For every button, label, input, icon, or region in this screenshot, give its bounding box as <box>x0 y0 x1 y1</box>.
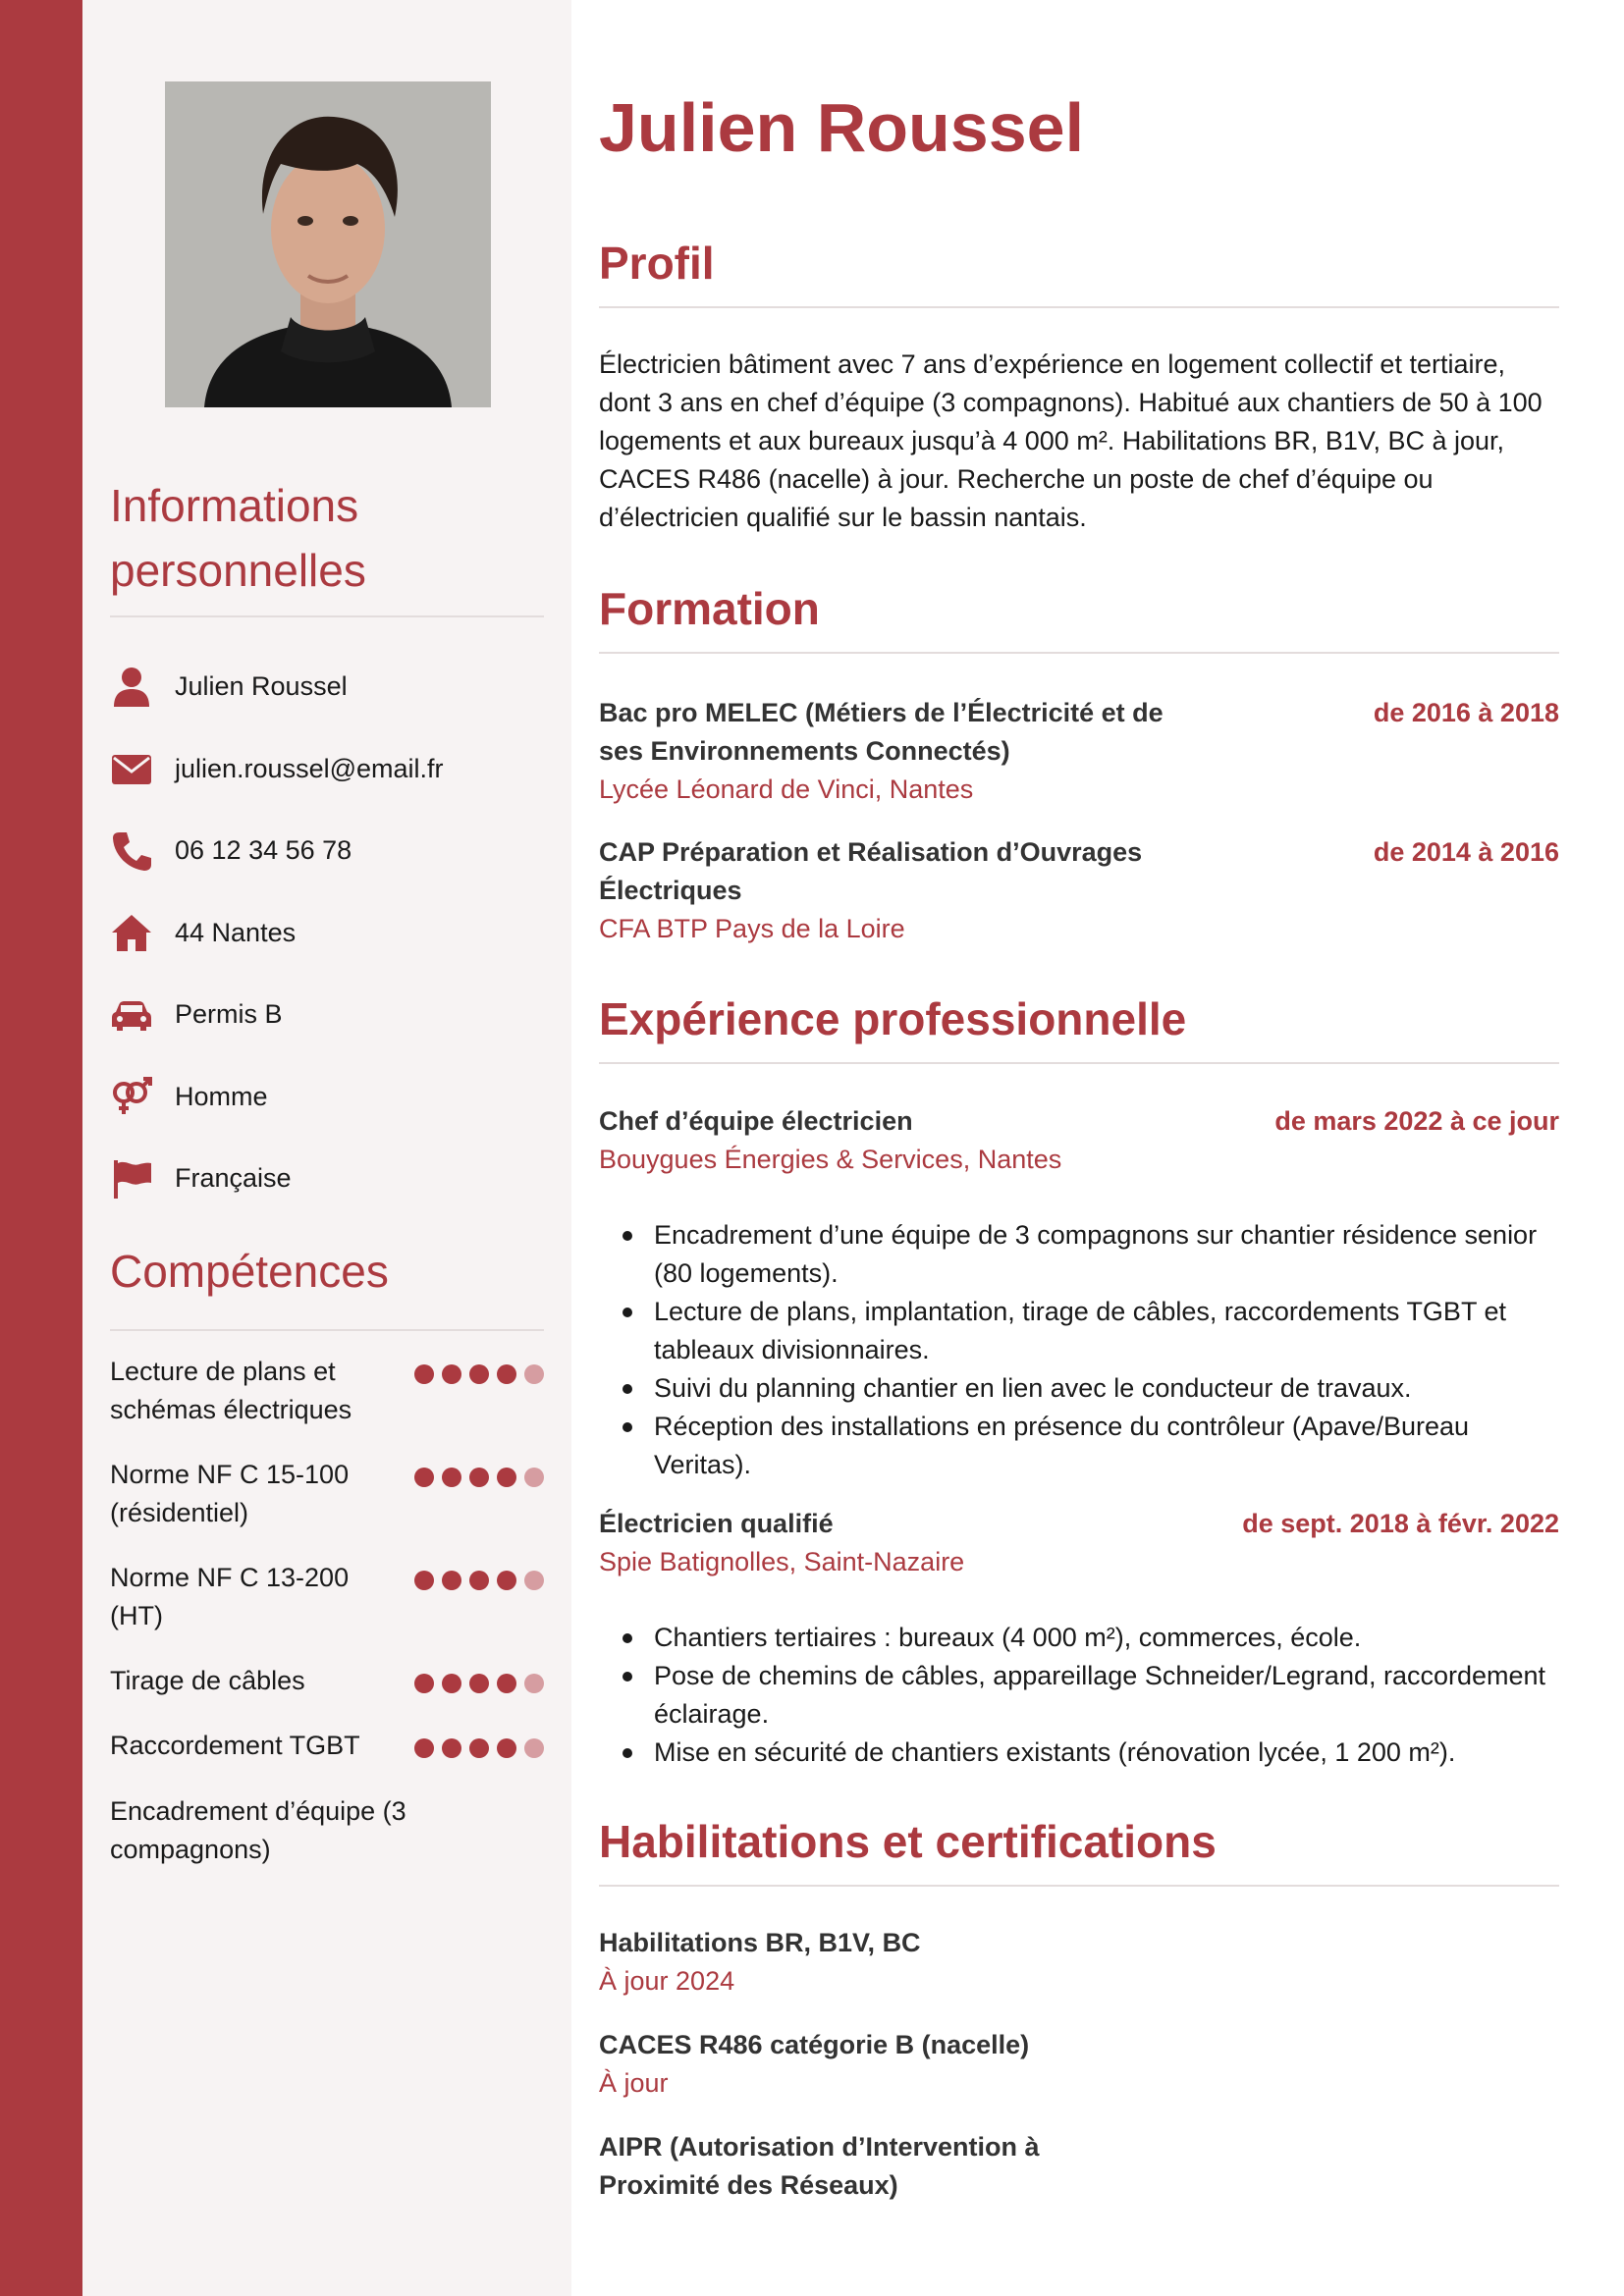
rating-dot-filled <box>414 1738 434 1758</box>
certifications-section-title: Habilitations et certifications <box>599 1816 1217 1867</box>
formation-school: CFA BTP Pays de la Loire <box>599 914 905 943</box>
job-bullet: Mise en sécurité de chantiers existants (rénovation lycée, 1 200 m²). <box>599 1734 1559 1772</box>
rating-dot-filled <box>414 1571 434 1590</box>
skill-name: Encadrement d’équipe (3 compagnons) <box>110 1796 406 1864</box>
formation-section-title: Formation <box>599 583 820 634</box>
rating-dot-filled <box>414 1468 434 1487</box>
info-text[interactable]: julien.roussel@email.fr <box>175 753 444 783</box>
candidate-name: Julien Roussel <box>599 89 1085 166</box>
info-item-name <box>110 646 544 728</box>
info-text: Permis B <box>175 999 283 1030</box>
formation-entry <box>599 833 1559 948</box>
info-divider <box>110 615 544 617</box>
rating-dot-empty <box>524 1674 544 1693</box>
info-text: Homme <box>175 1081 268 1111</box>
certification-status: À jour <box>599 2068 669 2098</box>
info-text: Française <box>175 1163 292 1194</box>
skill-rating <box>414 1364 544 1384</box>
skill-item <box>110 1456 544 1559</box>
sidebar <box>82 0 571 2296</box>
skills-list <box>110 1353 544 1869</box>
certification-title: CACES R486 catégorie B (nacelle) <box>599 2030 1030 2059</box>
personal-info-list <box>110 646 544 1220</box>
rating-dot-filled <box>469 1674 489 1693</box>
formation-title: Bac pro MELEC (Métiers de l’Électricité et de ses Environnements Connectés) <box>599 698 1164 766</box>
skill-rating <box>414 1674 544 1693</box>
skill-name: Tirage de câbles <box>110 1666 305 1695</box>
skill-rating <box>414 1468 544 1487</box>
profile-summary: Électricien bâtiment avec 7 ans d’expérience en logement collectif et tertiaire, dont 3 ans en chef d’équipe (3 compagnons). Habitué aux chantiers de 50 à 100 logements et aux bureaux jusqu’à 4 000 m². Habilitations BR, B1V, BC à jour, CACES R486 (nacelle) à jour. Recherche un poste de chef d’équipe ou d’électricien qualifié sur le bassin nantais. <box>599 349 1543 532</box>
info-item-gender <box>110 1056 544 1139</box>
rating-dot-filled <box>414 1364 434 1384</box>
rating-dot-filled <box>414 1674 434 1693</box>
formation-school: Lycée Léonard de Vinci, Nantes <box>599 774 974 804</box>
job-title: Électricien qualifié <box>599 1509 834 1538</box>
phone-icon <box>110 828 175 874</box>
info-item-nationality <box>110 1138 544 1220</box>
info-item-email <box>110 728 544 811</box>
rating-dot-filled <box>497 1571 516 1590</box>
rating-dot-filled <box>497 1468 516 1487</box>
experience-entry <box>599 1505 1559 1772</box>
certification-entry <box>599 2128 1559 2205</box>
skill-item <box>110 1662 544 1727</box>
home-icon <box>110 910 175 955</box>
skill-item <box>110 1727 544 1792</box>
experience-divider <box>599 1062 1559 1064</box>
info-item-phone <box>110 810 544 892</box>
accent-bar <box>0 0 82 2296</box>
job-bullet: Lecture de plans, implantation, tirage de câbles, raccordements TGBT et tableaux divisionnaires. <box>599 1293 1559 1369</box>
rating-dot-filled <box>442 1468 461 1487</box>
formation-title: CAP Préparation et Réalisation d’Ouvrages Électriques <box>599 837 1143 905</box>
rating-dot-empty <box>524 1468 544 1487</box>
experience-section-title: Expérience professionnelle <box>599 993 1187 1044</box>
profile-divider <box>599 306 1559 308</box>
rating-dot-filled <box>442 1364 461 1384</box>
job-bullet: Pose de chemins de câbles, appareillage Schneider/Legrand, raccordement éclairage. <box>599 1657 1559 1734</box>
info-text: 44 Nantes <box>175 917 297 947</box>
profile-section-title: Profil <box>599 238 715 289</box>
job-bullet: Suivi du planning chantier en lien avec le conducteur de travaux. <box>599 1369 1559 1408</box>
skill-item <box>110 1353 544 1456</box>
info-item-license <box>110 974 544 1056</box>
job-date: de sept. 2018 à févr. 2022 <box>1242 1509 1559 1538</box>
rating-dot-empty <box>524 1738 544 1758</box>
formation-entry <box>599 694 1559 809</box>
rating-dot-filled <box>497 1674 516 1693</box>
skills-divider <box>110 1329 544 1331</box>
job-title: Chef d’équipe électricien <box>599 1106 913 1136</box>
envelope-icon <box>110 746 175 791</box>
skills-section-title: Compétences <box>110 1246 389 1297</box>
job-bullet: Chantiers tertiaires : bureaux (4 000 m²), commerces, école. <box>599 1619 1559 1657</box>
skill-name: Norme NF C 13-200 (HT) <box>110 1563 350 1630</box>
skill-name: Lecture de plans et schémas électriques <box>110 1357 352 1424</box>
skill-item <box>110 1559 544 1662</box>
certification-title: AIPR (Autorisation d’Intervention à Proximité des Réseaux) <box>599 2132 1040 2200</box>
rating-dot-filled <box>442 1738 461 1758</box>
job-bullet: Réception des installations en présence du contrôleur (Apave/Bureau Veritas). <box>599 1408 1559 1484</box>
formation-date: de 2014 à 2016 <box>1373 837 1559 867</box>
flag-icon <box>110 1156 175 1201</box>
certification-entry <box>599 1924 1559 2001</box>
info-item-address <box>110 892 544 975</box>
skill-name: Norme NF C 15-100 (résidentiel) <box>110 1460 350 1527</box>
car-icon <box>110 992 175 1038</box>
rating-dot-filled <box>497 1364 516 1384</box>
job-company: Spie Batignolles, Saint-Nazaire <box>599 1547 965 1576</box>
rating-dot-empty <box>524 1571 544 1590</box>
certification-title: Habilitations BR, B1V, BC <box>599 1928 921 1957</box>
formation-date: de 2016 à 2018 <box>1373 698 1559 727</box>
info-text: 06 12 34 56 78 <box>175 835 352 866</box>
rating-dot-filled <box>469 1468 489 1487</box>
rating-dot-empty <box>524 1364 544 1384</box>
rating-dot-filled <box>497 1738 516 1758</box>
info-section-title: Informations personnelles <box>110 480 366 596</box>
rating-dot-filled <box>442 1571 461 1590</box>
certification-status: À jour 2024 <box>599 1966 735 1996</box>
person-icon <box>110 665 175 710</box>
certification-entry <box>599 2026 1559 2103</box>
job-bullets <box>599 1216 1559 1484</box>
certifications-divider <box>599 1885 1559 1887</box>
rating-dot-filled <box>469 1571 489 1590</box>
job-company: Bouygues Énergies & Services, Nantes <box>599 1145 1062 1174</box>
skill-rating <box>414 1571 544 1590</box>
skill-item <box>110 1792 544 1869</box>
gender-icon <box>110 1074 175 1119</box>
formation-divider <box>599 652 1559 654</box>
profile-photo <box>165 81 491 407</box>
experience-entry <box>599 1102 1559 1484</box>
skill-name: Raccordement TGBT <box>110 1731 360 1760</box>
skill-rating <box>414 1738 544 1758</box>
rating-dot-filled <box>442 1674 461 1693</box>
rating-dot-filled <box>469 1738 489 1758</box>
rating-dot-filled <box>469 1364 489 1384</box>
info-text: Julien Roussel <box>175 671 348 702</box>
job-date: de mars 2022 à ce jour <box>1274 1106 1559 1136</box>
job-bullets <box>599 1619 1559 1772</box>
job-bullet: Encadrement d’une équipe de 3 compagnons sur chantier résidence senior (80 logements). <box>599 1216 1559 1293</box>
